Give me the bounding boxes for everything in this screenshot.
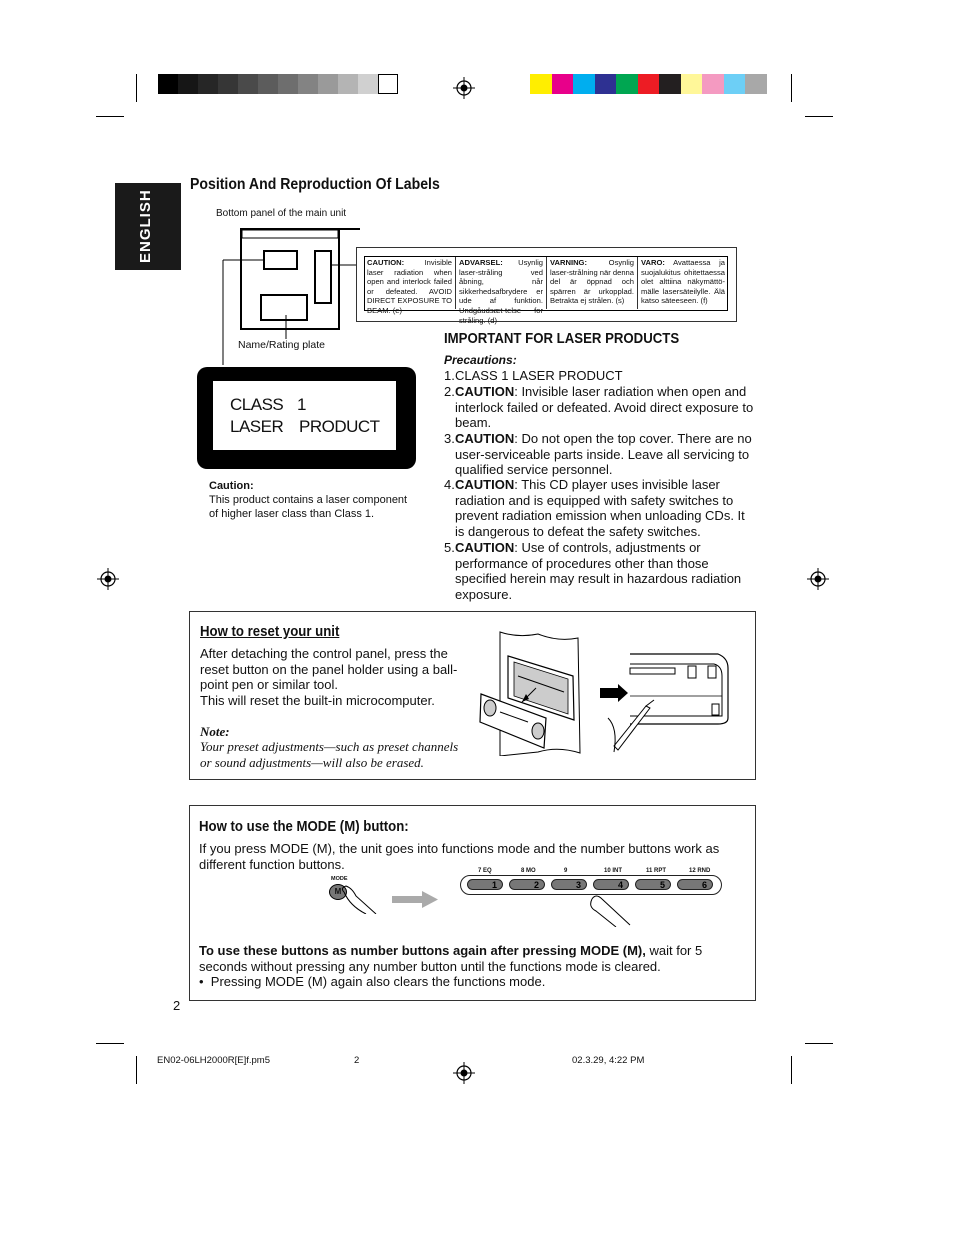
registration-mark-icon <box>453 1062 475 1084</box>
finger-pressing-icon <box>582 893 632 927</box>
color-swatch <box>218 74 238 94</box>
color-swatch <box>681 74 703 94</box>
crop-mark <box>791 1056 792 1084</box>
crop-mark <box>136 1056 137 1084</box>
name-plate-caption: Name/Rating plate <box>238 339 325 351</box>
warning-text: Avattaessa ja suojalukitus ohitettaessa olet alttiina näkymättö-mälle lasersäteilylle. Älä katso säteeseen. <box>641 258 725 306</box>
number-button-panel <box>460 875 722 895</box>
color-swatch <box>573 74 595 94</box>
item-text: : This CD player uses invisible laser radiation and is equipped with safety switches to prevent radiation emission when unloading CDs. It is dangerous to defeat the safety switches. <box>455 477 745 539</box>
laser-text: LASER <box>230 417 284 436</box>
warning-code: (d) <box>487 315 497 325</box>
footer-page: 2 <box>354 1055 360 1066</box>
warning-code: (s) <box>615 296 625 306</box>
color-swatch <box>278 74 298 94</box>
warning-danish <box>455 257 546 325</box>
color-swatch <box>258 74 278 94</box>
item-number: 2. <box>444 384 455 399</box>
registration-mark-icon <box>97 568 119 590</box>
mode-bullet: • Pressing MODE (M) again also clears the functions mode. <box>199 974 546 989</box>
item-bold: CAUTION <box>455 384 515 399</box>
reset-result: This will reset the built-in microcomputer. <box>200 693 435 708</box>
mode-button-label: MODE <box>331 876 348 882</box>
caution-text: This product contains a laser component of higher laser class than Class 1. <box>209 494 408 520</box>
precautions-heading: Precautions: <box>444 353 517 367</box>
color-swatch <box>378 74 398 94</box>
warning-head: ADVARSEL: <box>459 258 503 267</box>
func-label: 12 RND <box>689 868 711 874</box>
page-number: 2 <box>173 998 181 1013</box>
mode-bullet-text: Pressing MODE (M) again also clears the functions mode. <box>210 974 546 989</box>
finger-pressing-icon <box>332 884 380 914</box>
class1-laser-label-inner <box>213 381 396 450</box>
item-number: 4. <box>444 477 455 492</box>
mode-button: M <box>329 884 347 900</box>
func-label: 9 <box>564 868 568 874</box>
number-button-2[interactable]: 2 <box>509 879 545 890</box>
warning-head: VARO: <box>641 258 665 267</box>
crop-mark <box>805 1043 833 1044</box>
func-label: 7 EQ <box>478 868 492 874</box>
registration-mark-icon <box>807 568 829 590</box>
crop-mark <box>791 74 792 102</box>
language-tab <box>115 183 181 270</box>
item-bold: CAUTION <box>455 477 515 492</box>
color-swatch <box>158 74 178 94</box>
color-swatch <box>530 74 552 94</box>
number-button-1[interactable]: 1 <box>467 879 503 890</box>
laser-section-title: IMPORTANT FOR LASER PRODUCTS <box>444 330 680 347</box>
reset-title: How to reset your unit <box>200 623 340 640</box>
crop-mark <box>96 1043 124 1044</box>
color-swatch <box>616 74 638 94</box>
mode-title: How to use the MODE (M) button: <box>199 818 409 835</box>
warning-text: Invisible laser radiation when open and interlock failed or defeated. AVOID DIRECT EXPOSURE TO BEAM. <box>367 258 452 315</box>
item-text: : Use of controls, adjustments or performance of procedures other than those specified herein may result in hazardous radiation exposure. <box>455 540 742 602</box>
item-text: : Do not open the top cover. There are no user-serviceable parts inside. Leave all servicing to qualified service personnel. <box>455 431 752 478</box>
crop-mark <box>136 74 137 102</box>
arrow-right-icon <box>392 890 440 910</box>
color-swatch <box>745 74 767 94</box>
language-tab-label: ENGLISH <box>137 189 154 263</box>
caution-heading: Caution: <box>209 480 254 492</box>
note-text: Your preset adjustments—such as preset channels or sound adjustments—will also be erased. <box>200 739 459 770</box>
item-bold: CAUTION <box>455 431 515 446</box>
warning-code: (f) <box>700 296 708 306</box>
registration-mark-icon <box>453 77 475 99</box>
warning-english <box>364 257 455 315</box>
color-swatch <box>595 74 617 94</box>
warning-code: (e) <box>392 305 403 315</box>
class1-laser-label <box>197 367 416 469</box>
number-button-6[interactable]: 6 <box>677 879 713 890</box>
number-button-5[interactable]: 5 <box>635 879 671 890</box>
func-label: 8 MO <box>521 868 536 874</box>
color-swatch <box>318 74 338 94</box>
warning-text: Usynlig laser-stråling ved åbning, når sikkerhedsafbrydere er ude af funktion. Undgåudsæt-telse for stråling. <box>459 258 543 325</box>
mode-reset-bold: To use these buttons as number buttons again after pressing MODE (M), <box>199 943 646 958</box>
mode-reset-text <box>199 943 747 974</box>
func-label: 10 INT <box>604 868 623 874</box>
color-swatch <box>638 74 660 94</box>
product-text: PRODUCT <box>299 417 380 436</box>
number-button-4[interactable]: 4 <box>593 879 629 890</box>
color-swatch <box>298 74 318 94</box>
warning-head: CAUTION: <box>367 258 405 267</box>
reset-instructions: After detaching the control panel, press the reset button on the panel holder using a ball-point pen or similar tool. <box>200 646 458 693</box>
reset-illustration <box>478 628 733 756</box>
color-swatch <box>659 74 681 94</box>
color-swatch <box>238 74 258 94</box>
bottom-panel-diagram <box>220 225 360 375</box>
item-text: : Invisible laser radiation when open and interlock failed or defeated. Avoid direct exposure to beam. <box>455 384 754 431</box>
warning-finnish <box>637 257 728 309</box>
note-heading: Note: <box>200 724 230 739</box>
color-swatch <box>338 74 358 94</box>
footer-filename: EN02-06LH2000R[E]f.pm5 <box>157 1055 271 1066</box>
crop-mark <box>96 116 124 117</box>
color-swatch <box>178 74 198 94</box>
color-swatch <box>198 74 218 94</box>
item-number: 1. <box>444 368 455 383</box>
warning-text: Osynlig laser-strålning när denna del är öppnad och spärren är urkopplad. Betrakta ej strålen. <box>550 258 635 306</box>
color-swatch <box>724 74 746 94</box>
footer-date: 02.3.29, 4:22 PM <box>572 1055 645 1066</box>
color-swatch <box>702 74 724 94</box>
item-text: CLASS 1 LASER PRODUCT <box>455 368 623 383</box>
color-swatch <box>358 74 378 94</box>
warning-head: VARNING: <box>550 258 587 267</box>
item-bold: CAUTION <box>455 540 515 555</box>
class-text: CLASS <box>230 395 284 414</box>
item-number: 3. <box>444 431 455 446</box>
mode-intro: If you press MODE (M), the unit goes into functions mode and the number buttons work as different function buttons. <box>199 841 720 872</box>
number-button-3[interactable]: 3 <box>551 879 587 890</box>
crop-mark <box>805 116 833 117</box>
func-label: 11 RPT <box>646 868 667 874</box>
color-swatch <box>552 74 574 94</box>
mode-reset-rest: wait for 5 seconds without pressing any number button until the functions mode is cleared. <box>199 943 703 974</box>
bottom-panel-caption: Bottom panel of the main unit <box>216 208 347 219</box>
warning-swedish <box>546 257 637 309</box>
class-number: 1 <box>297 395 306 414</box>
item-number: 5. <box>444 540 455 555</box>
labels-section-title: Position And Reproduction Of Labels <box>190 176 440 193</box>
